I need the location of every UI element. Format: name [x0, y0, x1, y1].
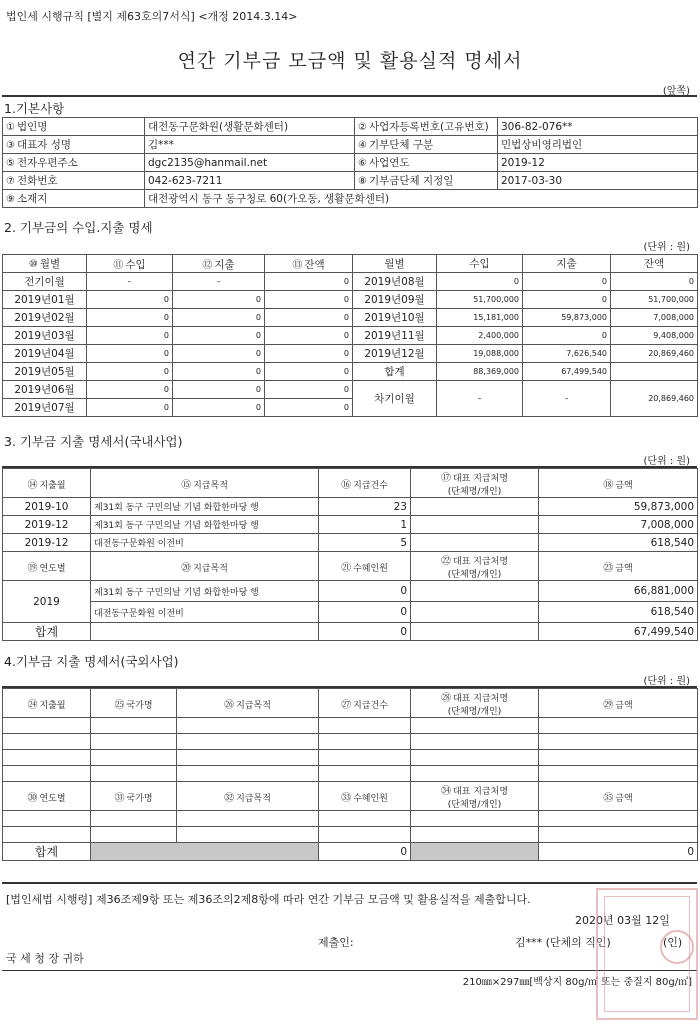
item-number: ⑯: [341, 479, 352, 491]
recipient-cell: [411, 602, 539, 623]
field-label: ④ 기부단체 구분: [355, 136, 498, 154]
field-label: ② 사업자등록번호(고유번호): [355, 118, 498, 136]
column-header: ⑬ 잔액: [265, 255, 353, 273]
item-number: ㉒: [440, 556, 451, 567]
info-row: [3, 154, 698, 172]
field-label: ① 법인명: [3, 118, 145, 136]
total-row: [3, 623, 698, 641]
amount-cell: 618,540: [539, 534, 698, 552]
column-header: ㉓ 금액: [539, 552, 698, 581]
table-row: [3, 381, 698, 399]
info-row: [3, 118, 698, 136]
expense-cell: 0: [173, 381, 265, 399]
purpose-cell: 제31회 동구 구민의날 기념 화합한마당 행: [91, 581, 319, 602]
column-header: ㉜ 지급목적: [177, 782, 319, 811]
income-cell: 0: [87, 327, 173, 345]
item-number: ㉚: [27, 792, 38, 804]
column-header: ㉕ 국가명: [91, 689, 177, 718]
column-header: ㉔ 지출월: [3, 689, 91, 718]
expense-cell: 0: [173, 309, 265, 327]
expense-cell: 59,873,000: [523, 309, 611, 327]
table-row: [3, 345, 698, 363]
table-header-row: [3, 469, 698, 498]
balance-cell: 0: [265, 345, 353, 363]
purpose-cell: 대전동구문화원 이전비: [91, 534, 319, 552]
page-title: 연간 기부금 모금액 및 활용실적 명세서: [177, 50, 523, 72]
submitter-label: 제출인:: [318, 936, 354, 949]
column-header: ⑪ 수입: [87, 255, 173, 273]
income-cell: 0: [87, 399, 173, 417]
table-row: [3, 498, 698, 516]
item-number: ㉗: [341, 699, 352, 711]
section3-title: 3. 기부금 지출 명세서(국내사업): [4, 434, 183, 449]
item-number: ㉙: [603, 699, 614, 711]
amount-cell: 618,540: [539, 602, 698, 623]
balance-cell: 0: [265, 327, 353, 345]
column-header: ㉟ 금액: [539, 782, 698, 811]
field-value: 2019-12: [498, 154, 698, 172]
field-value: 306-82-076**: [498, 118, 698, 136]
table-row: [3, 516, 698, 534]
month-cell: 2019년08월: [353, 273, 437, 291]
field-label: ⑨ 소재지: [3, 190, 145, 208]
item-number: ⑱: [603, 479, 614, 491]
expense-cell: 0: [523, 273, 611, 291]
recipient-cell: [411, 498, 539, 516]
table-header-row: [3, 689, 698, 718]
table-row: [3, 273, 698, 291]
month-cell: 2019-12: [3, 516, 91, 534]
month-cell: 2019년09월: [353, 291, 437, 309]
column-header: ㉛ 국가명: [91, 782, 177, 811]
table-row: [3, 327, 698, 345]
unit-label: (단위 : 원): [643, 242, 690, 253]
balance-cell: 0: [265, 273, 353, 291]
income-cell: 0: [87, 363, 173, 381]
field-label: ⑤ 전자우편주소: [3, 154, 145, 172]
table-row: [3, 827, 698, 843]
column-header: ㉚ 연도별: [3, 782, 91, 811]
expense-cell: 7,626,540: [523, 345, 611, 363]
item-number: ⑮: [181, 479, 192, 491]
table-row: [3, 734, 698, 750]
item-number: ⑫: [202, 259, 213, 271]
column-header: ⑭ 지출월: [3, 469, 91, 498]
unit-label: (단위 : 원): [643, 676, 690, 687]
month-cell: 2019년04월: [3, 345, 87, 363]
submission-date: 2020년 03월 12일: [575, 914, 670, 927]
column-header: ⑮ 지급목적: [91, 469, 319, 498]
balance-cell: 20,869,460: [611, 381, 698, 417]
column-header: 월별: [353, 255, 437, 273]
column-header: 잔액: [611, 255, 698, 273]
field-label: ③ 대표자 성명: [3, 136, 145, 154]
item-number: ㉟: [603, 792, 614, 804]
expense-cell: 0: [173, 345, 265, 363]
column-header: ⑳ 지급목적: [91, 552, 319, 581]
front-side-label: (앞쪽): [662, 86, 690, 97]
balance-cell: [611, 363, 698, 381]
item-number: ⑬: [292, 259, 303, 271]
field-value: 김***: [145, 136, 355, 154]
table-row: [3, 534, 698, 552]
field-value: 2017-03-30: [498, 172, 698, 190]
total-amount: 67,499,540: [539, 623, 698, 641]
month-cell: 2019-10: [3, 498, 91, 516]
item-number: ⑲: [27, 562, 38, 574]
item-number: ⑪: [113, 259, 124, 271]
balance-cell: 0: [265, 309, 353, 327]
table-row: [3, 309, 698, 327]
month-cell: 2019년03월: [3, 327, 87, 345]
month-cell: 2019-12: [3, 534, 91, 552]
income-cell: 88,369,000: [437, 363, 523, 381]
balance-cell: 0: [611, 273, 698, 291]
month-cell: 2019년07월: [3, 399, 87, 417]
basic-info-table: [2, 117, 698, 208]
purpose-cell: 제31회 동구 구민의날 기념 화합한마당 행: [91, 498, 319, 516]
recipient-cell: [411, 534, 539, 552]
purpose-cell: 대전동구문화원 이전비: [91, 602, 319, 623]
month-cell: 합계: [353, 363, 437, 381]
item-number: ㉛: [114, 792, 125, 804]
item-number: ㉜: [224, 792, 235, 804]
purpose-cell: 제31회 동구 구민의날 기념 화합한마당 행: [91, 516, 319, 534]
submission-statement: [법인세법 시행령] 제36조제9항 또는 제36조의2제8항에 따라 연간 기부금 모금액 및 활용실적을 제출합니다.: [6, 893, 531, 906]
field-value: 대전광역시 동구 동구청로 60(가오동, 생활문화센터): [145, 190, 698, 208]
divider: [2, 970, 697, 971]
month-cell: 전기이월: [3, 273, 87, 291]
income-cell: –: [87, 273, 173, 291]
field-value: 대전동구문화원(생활문화센터): [145, 118, 355, 136]
divider: [2, 95, 697, 97]
field-value: 민법상비영리법인: [498, 136, 698, 154]
column-header: 수입: [437, 255, 523, 273]
table-header-row: [3, 552, 698, 581]
income-cell: 15,181,000: [437, 309, 523, 327]
item-number: ⑭: [27, 479, 38, 491]
item-number: ⑩: [28, 259, 38, 270]
income-expense-table: [2, 254, 698, 417]
item-number: ㉝: [341, 792, 352, 804]
item-number: ㉑: [341, 562, 352, 574]
balance-cell: 51,700,000: [611, 291, 698, 309]
month-cell: 2019년12월: [353, 345, 437, 363]
expense-cell: 0: [523, 327, 611, 345]
item-number: ㉞: [440, 786, 451, 797]
amount-cell: 7,008,000: [539, 516, 698, 534]
month-cell: 2019년06월: [3, 381, 87, 399]
column-header: ⑲ 연도별: [3, 552, 91, 581]
recipient: 국 세 청 장 귀하: [6, 952, 84, 965]
overseas-expense-table: [2, 688, 698, 861]
table-header-row: [3, 255, 698, 273]
expense-cell: 67,499,540: [523, 363, 611, 381]
field-value: 042-623-7211: [145, 172, 355, 190]
item-number: ㉖: [224, 699, 235, 711]
total-row: [3, 843, 698, 861]
seal-circle-stamp: [660, 930, 694, 964]
income-cell: 0: [437, 273, 523, 291]
month-cell: 2019년05월: [3, 363, 87, 381]
year-cell: 2019: [3, 581, 91, 623]
divider: [2, 882, 697, 884]
balance-cell: 7,008,000: [611, 309, 698, 327]
table-row: [3, 718, 698, 734]
expense-cell: –: [173, 273, 265, 291]
submitter-name: 김*** (단체의 직인): [515, 936, 611, 949]
table-row: [3, 363, 698, 381]
recipient-cell: [411, 516, 539, 534]
expense-cell: 0: [523, 291, 611, 309]
table-row: [3, 581, 698, 602]
column-header: ㉘ 대표 지급처명 (단체명/개인): [411, 689, 539, 718]
beneficiary-count-cell: 0: [319, 581, 411, 602]
income-cell: 2,400,000: [437, 327, 523, 345]
month-cell: 2019년02월: [3, 309, 87, 327]
balance-cell: 0: [265, 291, 353, 309]
income-cell: 0: [87, 345, 173, 363]
amount-cell: 59,873,000: [539, 498, 698, 516]
field-value: dgc2135@hanmail.net: [145, 154, 355, 172]
item-number: ㉕: [114, 699, 125, 711]
table-row: [3, 750, 698, 766]
amount-cell: 66,881,000: [539, 581, 698, 602]
field-label: ⑧ 기부금단체 지정일: [355, 172, 498, 190]
month-cell: 차기이월: [353, 381, 437, 417]
column-header: ⑫ 지출: [173, 255, 265, 273]
income-cell: –: [437, 381, 523, 417]
paper-spec: 210㎜×297㎜[백상지 80g/㎡ 또는 중질지 80g/㎡]: [462, 977, 692, 988]
count-cell: 1: [319, 516, 411, 534]
month-cell: 2019년10월: [353, 309, 437, 327]
table-row: [3, 811, 698, 827]
recipient-cell: [411, 581, 539, 602]
column-header: ⑰ 대표 지급처명 (단체명/개인): [411, 469, 539, 498]
law-reference: 법인세 시행규칙 [별지 제63호의7서식] <개정 2014.3.14>: [6, 10, 298, 23]
domestic-expense-table: [2, 468, 698, 641]
income-cell: 19,088,000: [437, 345, 523, 363]
balance-cell: 0: [265, 381, 353, 399]
balance-cell: 20,869,460: [611, 345, 698, 363]
column-header: ⑱ 금액: [539, 469, 698, 498]
total-count: 0: [319, 843, 411, 861]
balance-cell: 0: [265, 363, 353, 381]
seal-mark: (인): [663, 936, 683, 949]
info-row: [3, 190, 698, 208]
item-number: ⑳: [181, 562, 192, 574]
expense-cell: 0: [173, 327, 265, 345]
total-count: 0: [319, 623, 411, 641]
field-label: ⑥ 사업연도: [355, 154, 498, 172]
section2-title: 2. 기부금의 수입.지출 명세: [4, 220, 153, 235]
item-number: ⑰: [440, 473, 451, 484]
column-header: ㉒ 대표 지급처명 (단체명/개인): [411, 552, 539, 581]
table-row: [3, 291, 698, 309]
column-header: ⑯ 지급건수: [319, 469, 411, 498]
expense-cell: 0: [173, 291, 265, 309]
column-header: ㉝ 수혜인원: [319, 782, 411, 811]
column-header: ⑩ 월별: [3, 255, 87, 273]
total-amount: 0: [539, 843, 698, 861]
table-header-row: [3, 782, 698, 811]
expense-cell: 0: [173, 399, 265, 417]
column-header: 지출: [523, 255, 611, 273]
unit-label: (단위 : 원): [643, 456, 690, 467]
count-cell: 5: [319, 534, 411, 552]
income-cell: 0: [87, 291, 173, 309]
income-cell: 0: [87, 381, 173, 399]
expense-cell: –: [523, 381, 611, 417]
income-cell: 0: [87, 309, 173, 327]
month-cell: 2019년01월: [3, 291, 87, 309]
balance-cell: 0: [265, 399, 353, 417]
section1-title: 1.기본사항: [4, 101, 65, 116]
column-header: ㉑ 수혜인원: [319, 552, 411, 581]
column-header: ㉗ 지급건수: [319, 689, 411, 718]
total-label: 합계: [3, 843, 91, 861]
section4-title: 4.기부금 지출 명세서(국외사업): [4, 654, 179, 669]
column-header: ㉞ 대표 지급처명 (단체명/개인): [411, 782, 539, 811]
expense-cell: 0: [173, 363, 265, 381]
field-label: ⑦ 전화번호: [3, 172, 145, 190]
info-row: [3, 172, 698, 190]
item-number: ㉔: [27, 699, 38, 711]
table-row: [3, 602, 698, 623]
count-cell: 23: [319, 498, 411, 516]
item-number: ㉘: [440, 693, 451, 704]
beneficiary-count-cell: 0: [319, 602, 411, 623]
column-header: ㉙ 금액: [539, 689, 698, 718]
month-cell: 2019년11월: [353, 327, 437, 345]
table-row: [3, 766, 698, 782]
total-label: 합계: [3, 623, 91, 641]
balance-cell: 9,408,000: [611, 327, 698, 345]
column-header: ㉖ 지급목적: [177, 689, 319, 718]
income-cell: 51,700,000: [437, 291, 523, 309]
info-row: [3, 136, 698, 154]
item-number: ㉓: [603, 562, 614, 574]
